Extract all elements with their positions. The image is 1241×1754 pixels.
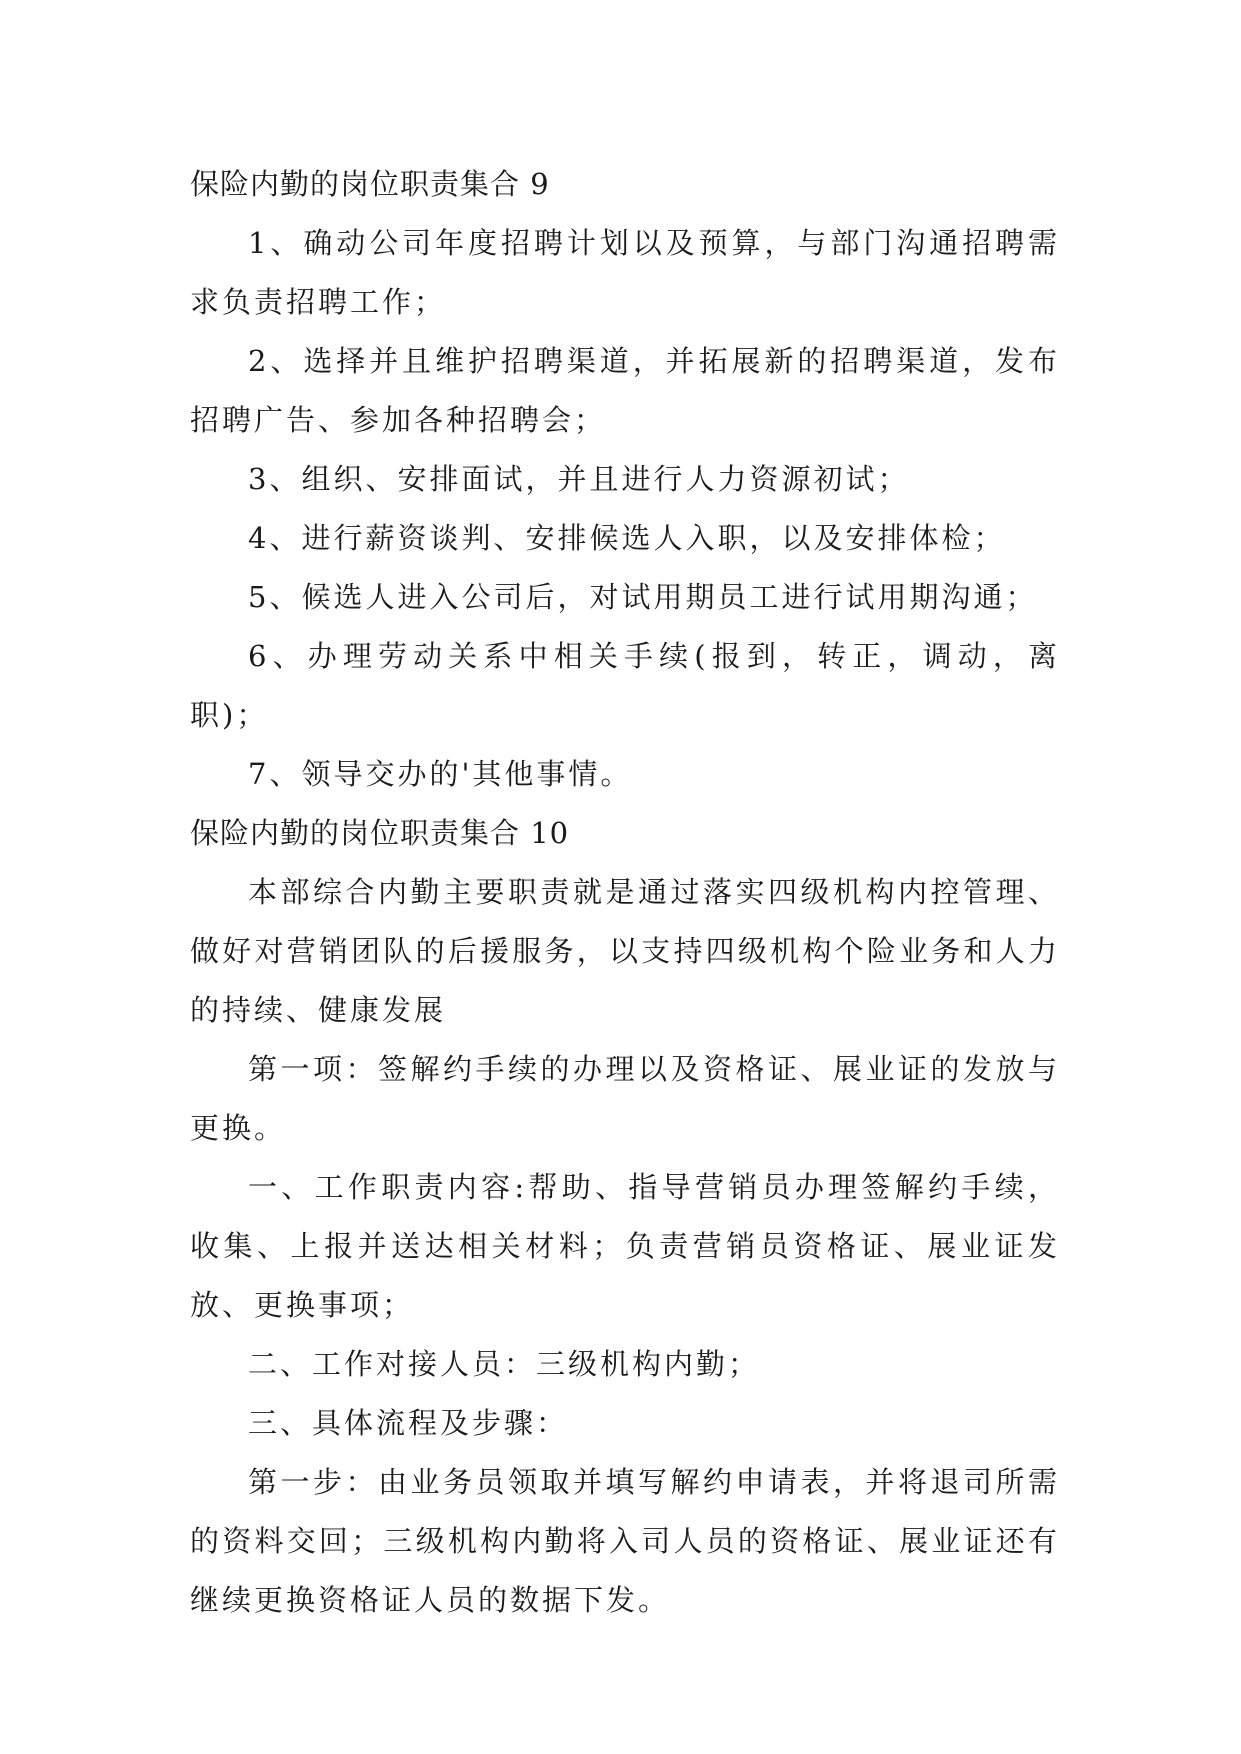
paragraph: 一、工作职责内容:帮助、指导营销员办理签解约手续，收集、上报并送达相关材料；负责营销员资格证、展业证发放、更换事项； [190, 1170, 1060, 1322]
paragraph: 1、确动公司年度招聘计划以及预算，与部门沟通招聘需求负责招聘工作； [190, 226, 1060, 319]
section-9 [190, 155, 1060, 804]
paragraph: 3、组织、安排面试，并且进行人力资源初试； [248, 462, 910, 496]
paragraph: 本部综合内勤主要职责就是通过落实四级机构内控管理、做好对营销团队的后援服务，以支持四级机构个险业务和人力的持续、健康发展 [190, 875, 1060, 1027]
document-page [190, 155, 1060, 1630]
paragraph: 第一项：签解约手续的办理以及资格证、展业证的发放与更换。 [190, 1052, 1060, 1145]
section-heading: 保险内勤的岗位职责集合 10 [190, 816, 570, 850]
section-10 [190, 804, 1060, 1630]
section-heading: 保险内勤的岗位职责集合 9 [190, 167, 550, 201]
paragraph: 第一步：由业务员领取并填写解约申请表，并将退司所需的资料交回；三级机构内勤将入司人员的资格证、展业证还有继续更换资格证人员的数据下发。 [190, 1465, 1060, 1617]
paragraph: 6、办理劳动关系中相关手续(报到，转正，调动，离职)； [190, 639, 1060, 732]
paragraph: 5、候选人进入公司后，对试用期员工进行试用期沟通； [248, 580, 1038, 614]
paragraph: 三、具体流程及步骤： [248, 1406, 569, 1440]
paragraph: 2、选择并且维护招聘渠道，并拓展新的招聘渠道，发布招聘广告、参加各种招聘会； [190, 344, 1060, 437]
paragraph: 4、进行薪资谈判、安排候选人入职，以及安排体检； [248, 521, 1006, 555]
paragraph: 7、领导交办的'其他事情。 [248, 757, 633, 791]
paragraph: 二、工作对接人员：三级机构内勤； [248, 1347, 761, 1381]
